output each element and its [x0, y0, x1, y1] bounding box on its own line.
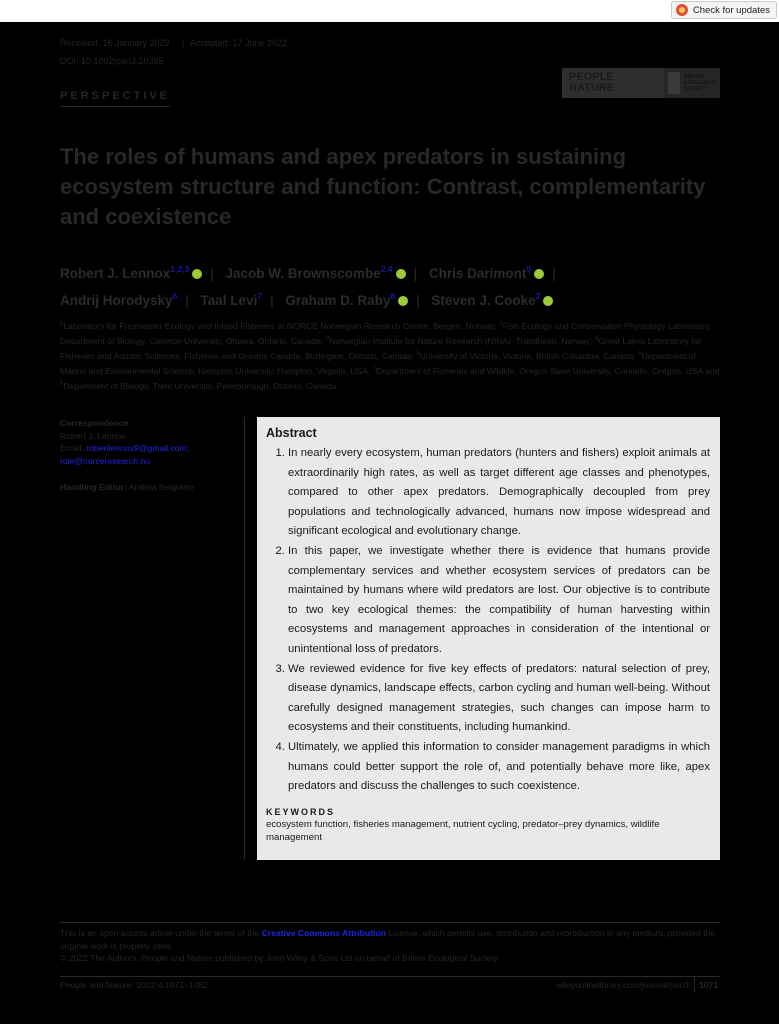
author-name[interactable]: Andrij Horodysky	[60, 293, 173, 308]
column-divider	[244, 417, 245, 860]
author-name[interactable]: Robert J. Lennox	[60, 266, 171, 281]
abstract-point: 3. We reviewed evidence for five key effects of predators: natural selection of prey, disease dynamics, landscape effects, carbon cycling and human well-being. Without carefully designed management strategies, such changes can impose harm to ecosystems and their constituents, including humankind.	[288, 660, 710, 738]
handling-editor-name: Andrea Belgrano	[126, 482, 194, 492]
license-link[interactable]: Creative Commons Attribution	[261, 928, 386, 938]
meta-separator: |	[182, 38, 185, 48]
affiliations	[60, 318, 722, 393]
author-affil-sup[interactable]: 6	[172, 291, 178, 301]
people-nature-wordmark	[562, 68, 664, 98]
affil-num: 3	[325, 336, 330, 343]
logo-line2: NATURE	[569, 82, 615, 94]
license-post: License, which permits use, distribution and reproduction in any medium, provided the original work is properly cited.	[60, 928, 716, 951]
correspondence-label: Correspondence	[60, 418, 129, 428]
orcid-icon[interactable]	[396, 269, 406, 279]
affil-text: Department of Biology, Trent University, Peterborough, Ontario, Canada	[63, 381, 337, 392]
affil-num: 1	[60, 321, 64, 327]
logo-line1: PEOPLE	[569, 71, 614, 83]
author-name[interactable]: Taal Levi	[200, 293, 258, 308]
author-affil-sup[interactable]: 5	[526, 264, 532, 274]
author-name[interactable]: Steven J. Cooke	[431, 293, 536, 308]
correspondence-name: Robert J. Lennox	[60, 430, 126, 441]
affil-text: Department of Fisheries and Wildlife, Oregon State University, Corvallis, Oregon, USA and	[375, 366, 720, 377]
bes-mark-icon	[668, 72, 680, 94]
author-name[interactable]: Chris Darimont	[428, 266, 527, 281]
journal-url[interactable]: wileyonlinelibrary.com/journal/pan3	[555, 980, 689, 990]
handling-editor-label: Handling Editor:	[60, 482, 127, 492]
footer-rule	[60, 976, 720, 977]
email-link[interactable]: role@norceresearch.no	[60, 455, 150, 466]
affil-num: 5	[416, 351, 420, 358]
abstract-heading: Abstract	[266, 426, 317, 440]
keywords-heading: KEYWORDS	[266, 806, 336, 817]
check-for-updates-button[interactable]	[671, 1, 777, 19]
affil-text: University of Victoria, Victoria, British Columbia, Canada;	[419, 350, 639, 361]
viewer-toolbar	[0, 0, 779, 22]
orcid-icon[interactable]	[534, 269, 544, 279]
author-affil-sup[interactable]: 2	[535, 291, 541, 301]
received-date: Received: 16 January 2022	[60, 38, 170, 48]
affil-num: 4	[595, 336, 599, 343]
affil-num: 7	[372, 366, 376, 373]
author-affil-sup[interactable]: 8	[390, 291, 396, 301]
handling-editor	[60, 482, 193, 492]
abstract-point: 4. Ultimately, we applied this information to consider management paradigms in which humans could better support the role of, and potentially behave more like, apex predators and discuss the challenges to such coexistence.	[288, 738, 710, 797]
copyright: © 2022 The Authors. People and Nature published by John Wiley & Sons Ltd on behalf of British Ecological Society.	[60, 953, 500, 963]
abstract-point: 2. In this paper, we investigate whether there is evidence that humans provide complementary services and whether ecosystem services of predators can be maintained by humans where wild predators are lost. Our objective is to contribute to two key ecological themes: the compatibility of human harvesting within ecosystems and management approaches in consideration of the intentional or unintentional loss of predators.	[288, 542, 710, 660]
license-text	[60, 927, 720, 952]
check-for-updates-label: Check for updates	[692, 4, 770, 16]
page-number: 1071	[699, 980, 719, 990]
affil-text: Department of Marine and Environmental Science, Hampton University, Hampton, Virginia, USA;	[60, 350, 696, 377]
bes-text: BRITISH ECOLOGICAL SOCIETY	[684, 74, 718, 92]
section-label: PERSPECTIVE	[60, 90, 170, 107]
crossmark-icon	[676, 4, 688, 16]
affil-num: 8	[60, 381, 64, 388]
affil-text: Fish Ecology and Conservation Physiology Laboratory, Department of Biology, Carleton University, Ottawa, Ontario, Canada;	[60, 320, 711, 346]
keywords: ecosystem function, fisheries management, nutrient cycling, predator–prey dynamics, wildlife management	[266, 818, 660, 844]
article-title: The roles of humans and apex predators in sustaining ecosystem structure and function: Contrast, complementarity and coexistence	[60, 144, 706, 229]
author-affil-sup[interactable]: 7	[257, 291, 263, 301]
affil-text: Great Lakes Laboratory for Fisheries and Aquatic Sciences, Fisheries and Oceans Canada, Burlington, Ontario, Canada;	[60, 335, 702, 361]
author-affil-sup[interactable]: 2,4	[380, 264, 393, 274]
author-name[interactable]: Jacob W. Brownscombe	[225, 266, 381, 281]
affil-text: Norwegian Institute for Nature Research (NINA), Trondheim, Norway;	[329, 335, 596, 346]
accepted-date: Accepted: 17 June 2022	[190, 38, 288, 48]
affil-num: 2	[499, 321, 503, 327]
license-pre: This is an open access article under the terms of the	[60, 928, 262, 938]
doi[interactable]: DOI: 10.1002/pan3.10385	[60, 56, 164, 66]
abstract-box	[257, 417, 720, 860]
abstract-point: 1. In nearly every ecosystem, human predators (hunters and fishers) exploit animals at extraordinarily high rates, as well as target different age classes and phenotypes, compared to other apex predators. Demographically decoupled from prey populations and technologically advanced, humans now impose widespread and significant ecological and evolutionary change.	[288, 444, 710, 542]
affil-num: 6	[638, 351, 642, 358]
journal-citation: People and Nature. 2022;4:1071–1082.	[60, 980, 211, 990]
orcid-icon[interactable]	[543, 296, 553, 306]
author-affil-sup[interactable]: 1,2,3	[170, 264, 190, 274]
orcid-icon[interactable]	[192, 269, 202, 279]
email-label: Email:	[60, 443, 87, 453]
affil-text: Laboratory for Freshwater Ecology and Inland Fisheries at NORCE Norwegian Research Center, Bergen, Norway;	[63, 320, 500, 331]
author-name[interactable]: Graham D. Raby	[285, 293, 391, 308]
email-link[interactable]: robertlennox9@gmail.com;	[86, 443, 190, 453]
author-list: Robert J. Lennox$^{1,2,3}$ | Jacob W. Brownscombe$^{2,4}$ | Chris Darimont$^5$ | Andrij Horodysky$^6$ | Taal Levi$^7$ | Graham D. Raby$^8$ | Steven J. Cooke$^2$	[60, 264, 556, 308]
footer-divider	[60, 922, 720, 923]
bes-logo	[664, 68, 720, 98]
journal-logo	[562, 68, 720, 98]
page-separator	[694, 976, 695, 992]
orcid-icon[interactable]	[398, 296, 408, 306]
abstract-list	[266, 444, 710, 797]
correspondence-block	[60, 417, 230, 467]
